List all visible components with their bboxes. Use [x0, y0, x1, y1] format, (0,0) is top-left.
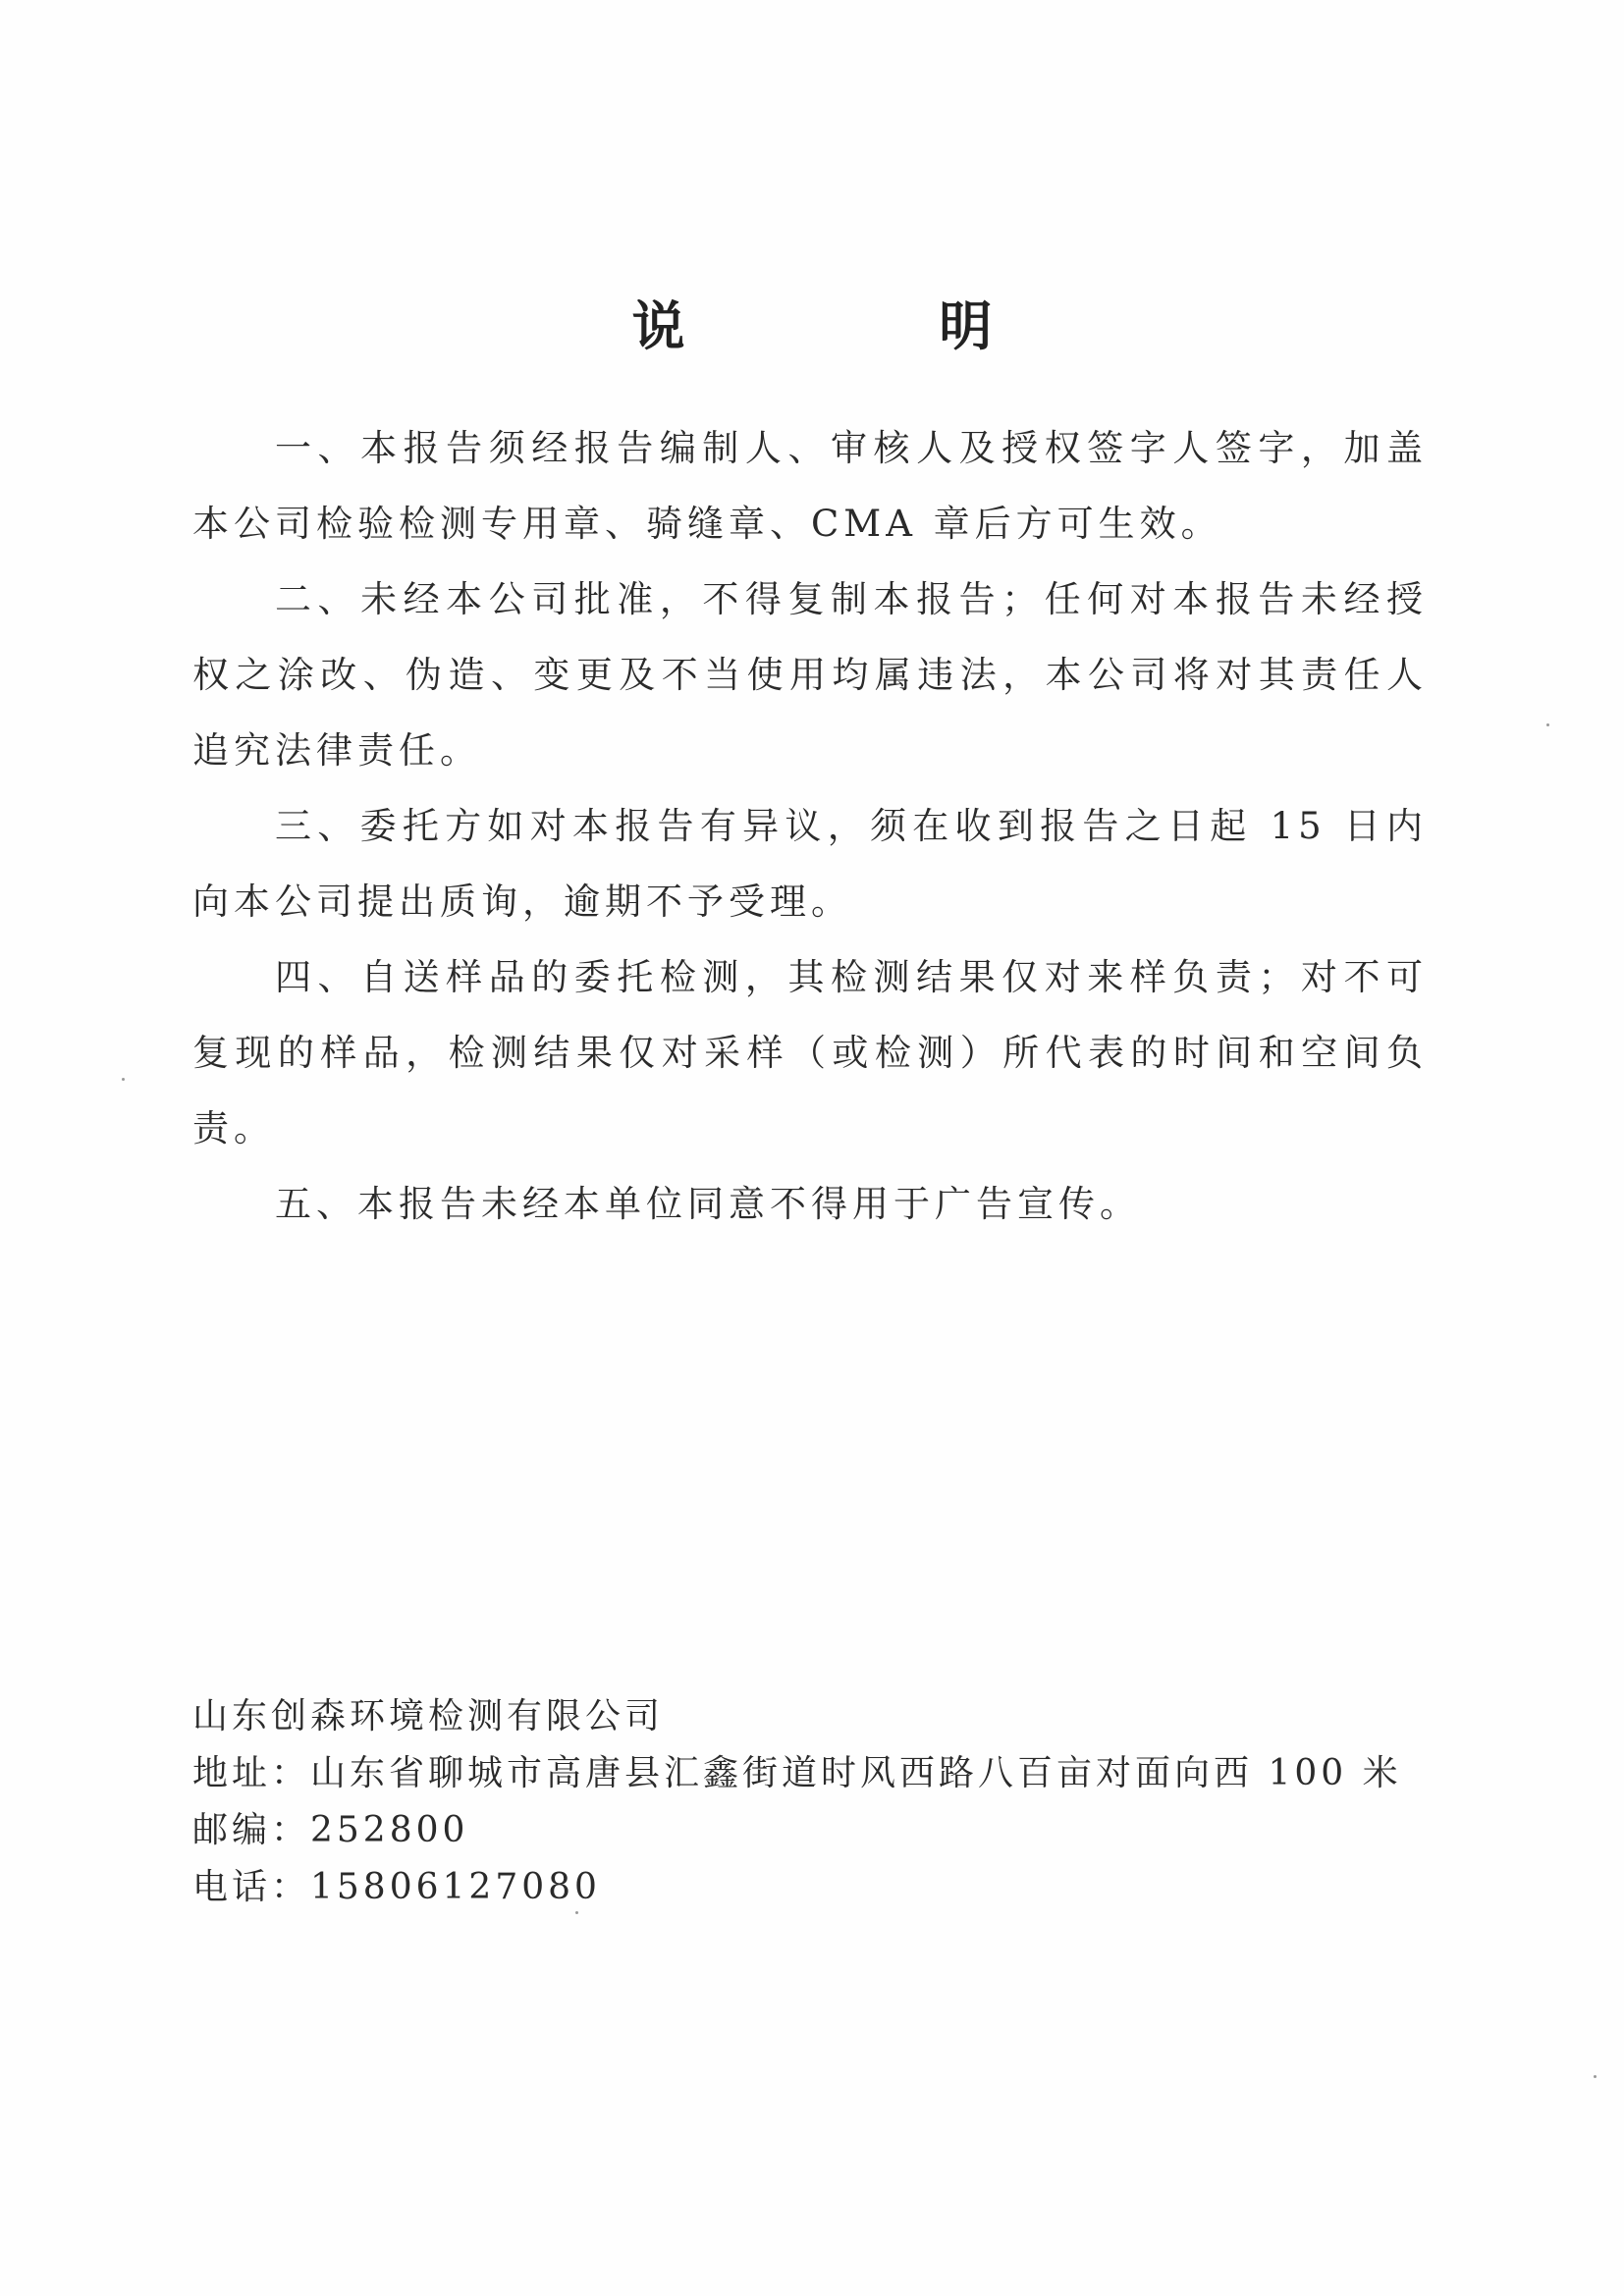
company-phone: 电话：15806127080 [192, 1867, 601, 1907]
company-footer [192, 1688, 1469, 1916]
company-name: 山东创森环境检测有限公司 [192, 1696, 665, 1736]
notes-section [192, 410, 1428, 1242]
note-item-2: 二、未经本公司批准，不得复制本报告；任何对本报告未经授权之涂改、伪造、变更及不当使用均属违法，本公司将对其责任人追究法律责任。 [192, 578, 1428, 772]
note-item-3: 三、委托方如对本报告有异议，须在收到报告之日起 15 日内向本公司提出质询，逾期不予受理。 [192, 805, 1428, 923]
note-item-4: 四、自送样品的委托检测，其检测结果仅对来样负责；对不可复现的样品，检测结果仅对采样（或检测）所代表的时间和空间负责。 [192, 956, 1428, 1149]
company-address: 地址：山东省聊城市高唐县汇鑫街道时风西路八百亩对面向西 100 米 [192, 1753, 1402, 1793]
scan-speck [1546, 723, 1549, 726]
company-postcode: 邮编：252800 [192, 1810, 469, 1850]
note-item-5: 五、本报告未经本单位同意不得用于广告宣传。 [275, 1183, 1141, 1225]
page-title: 说 明 [631, 294, 1110, 357]
note-item-1: 一、本报告须经报告编制人、审核人及授权签字人签字，加盖本公司检验检测专用章、骑缝章、CMA 章后方可生效。 [192, 427, 1428, 545]
scan-speck [575, 1911, 578, 1914]
scan-speck [1594, 2075, 1597, 2078]
scan-speck [122, 1078, 125, 1081]
